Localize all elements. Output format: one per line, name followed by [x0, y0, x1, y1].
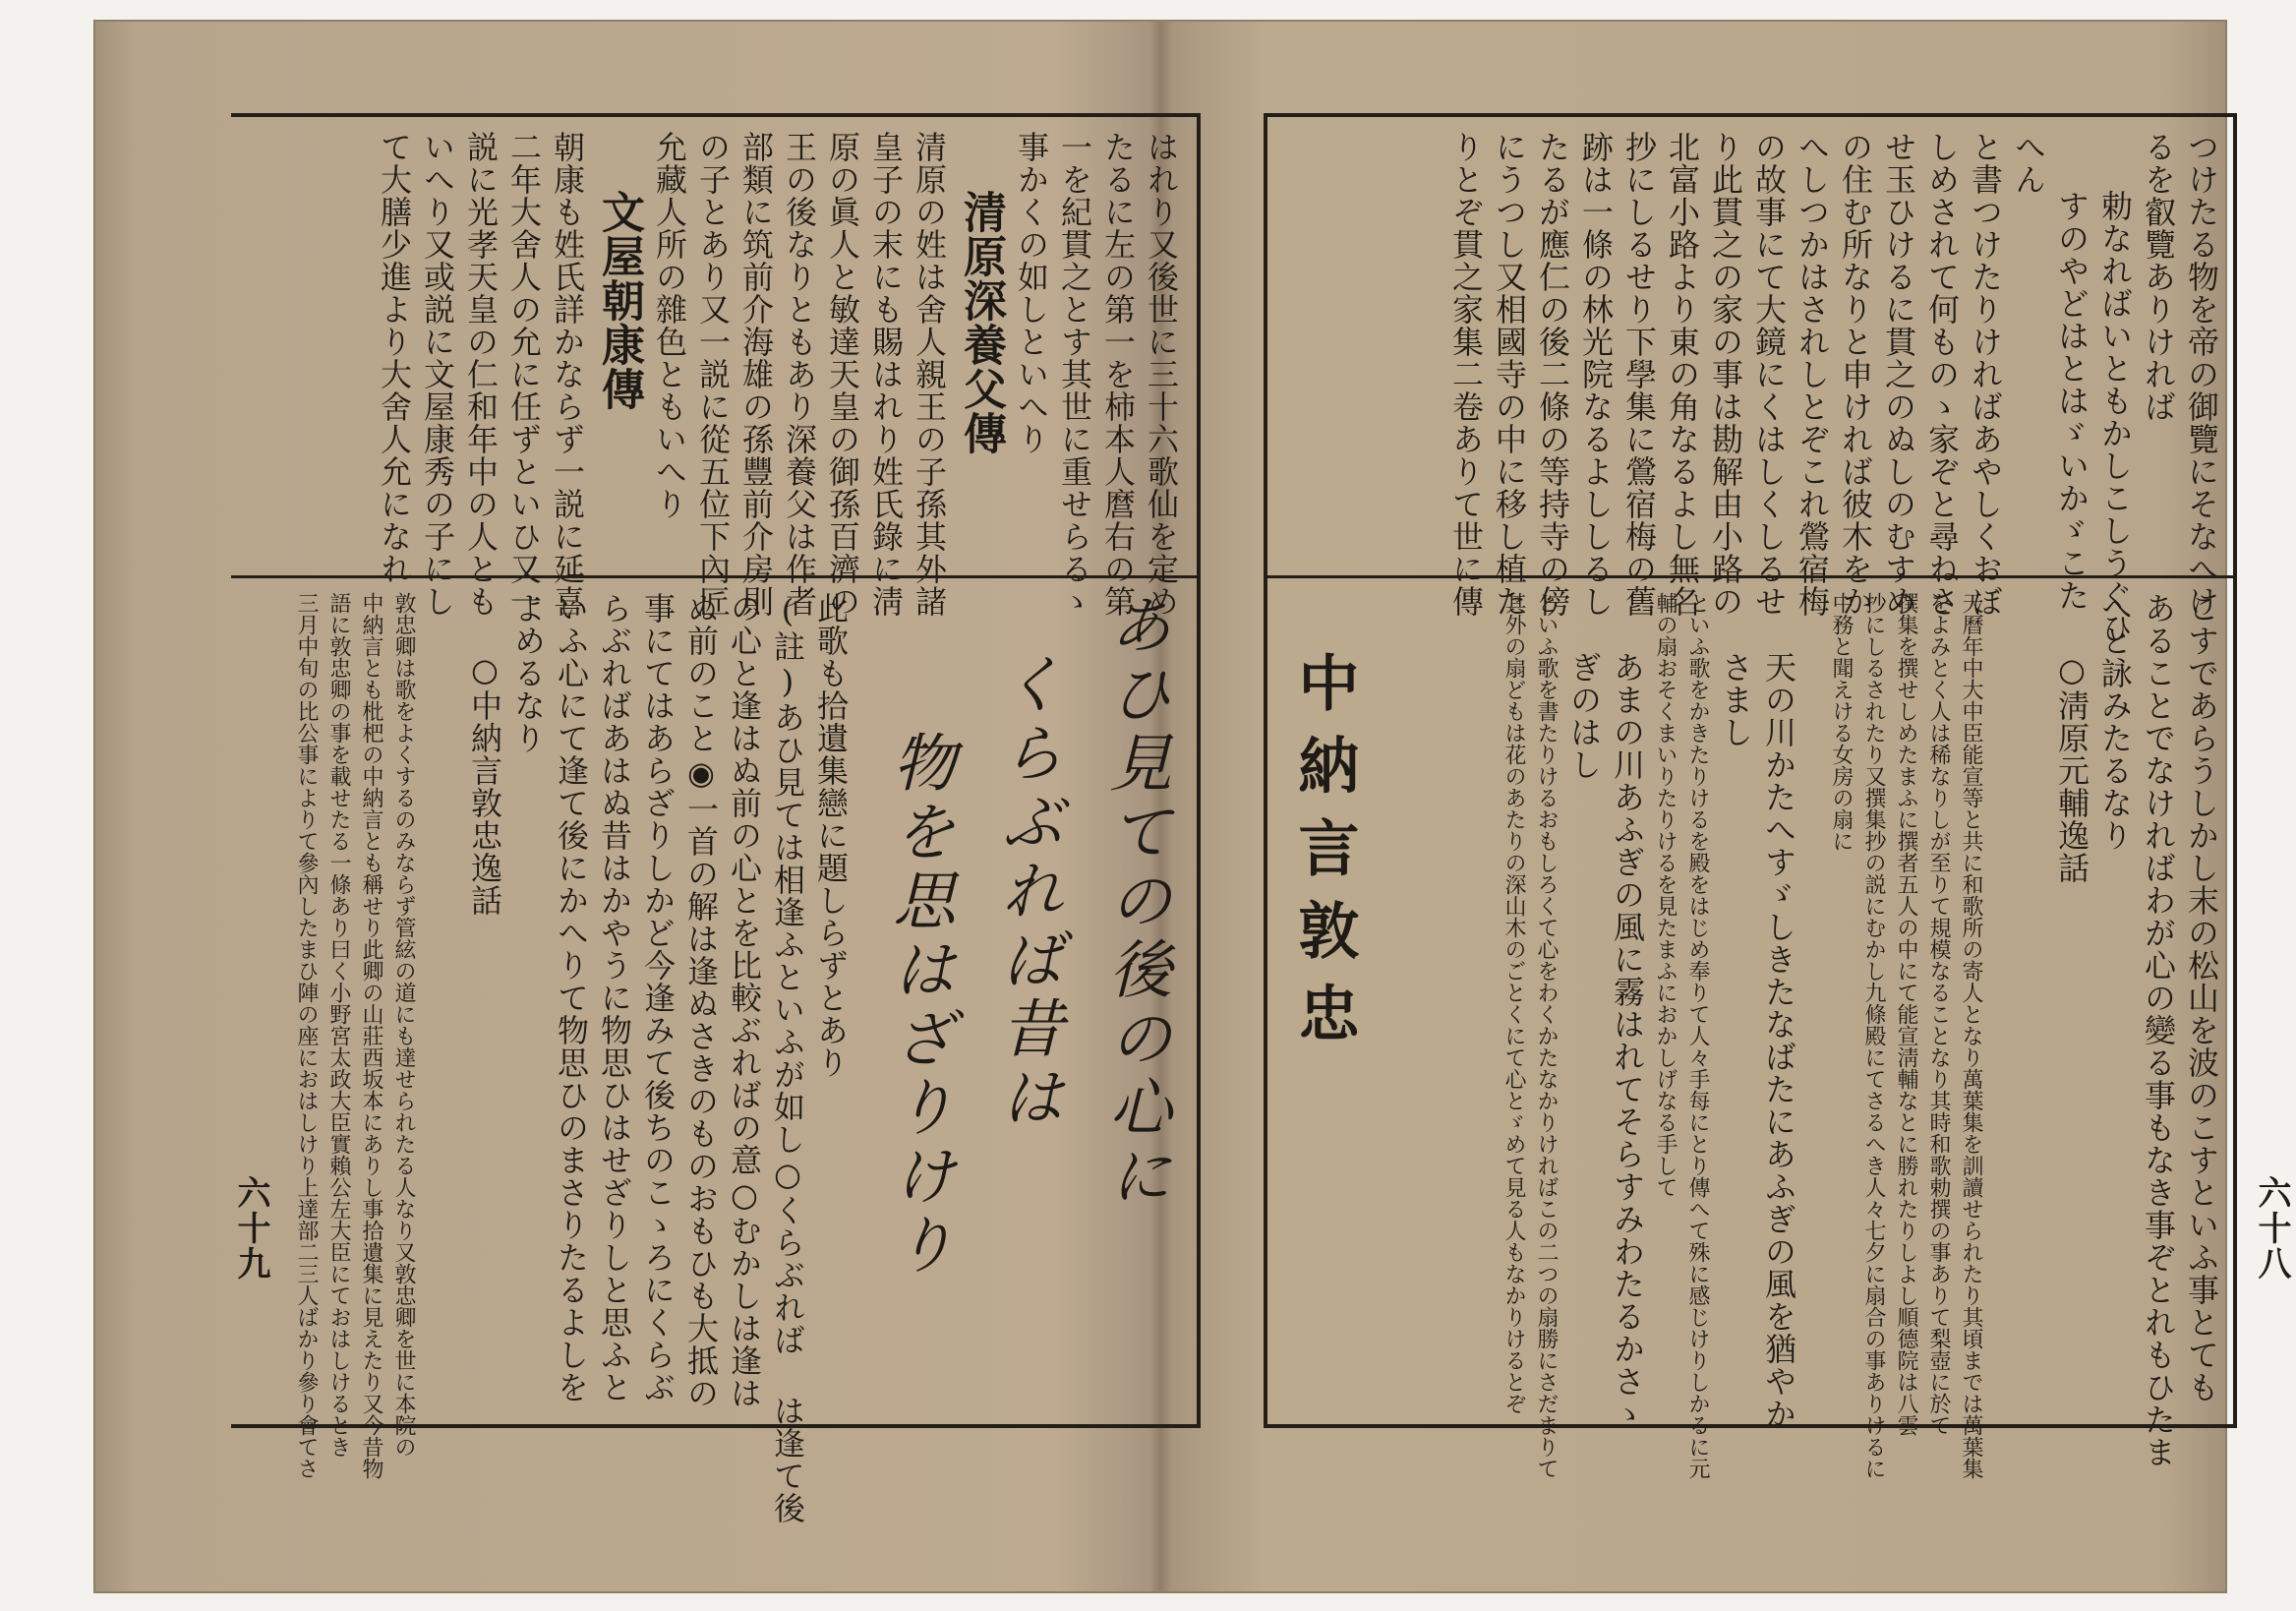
left-top-text-column: いへり又或説に文屋康秀の子にし [419, 131, 456, 618]
left-commentary-column: いふ心にて逢て後にかへりて物思ひのまさりたるよしを [553, 592, 590, 1403]
left-top-text-column: 二年大舍人の允に任ずといひ又一 [505, 131, 543, 618]
right-top-text-column: たるが應仁の後二條の等持寺の傍 [1534, 131, 1571, 618]
right-verse-column: さまし [1717, 651, 1754, 748]
left-commentary-text [440, 592, 853, 1524]
left-top-text-column: の子とあり又一説に從五位下內匠 [694, 131, 732, 618]
right-verse-column: といふ歌を書たりけるおもしろくて心をわくかたなかりければこの二つの扇勝にさだまりて [1534, 592, 1559, 1479]
right-top-text-column: へしつかはされしとぞこれ鶯宿梅 [1794, 131, 1831, 618]
right-verse-column: といふ歌をかきたりけるを殿をはじめ奉りて人々手每にとり傳へて殊に感じけりしかるに元 [1685, 592, 1710, 1479]
right-top-text-column: と書つけたりければあやしくおぼ [1967, 131, 2004, 618]
left-top-text-column: て大膳少進より大舍人允になれ [376, 131, 413, 585]
right-bottom-panel [1264, 575, 2237, 1479]
right-top-text-column: り此貫之の家の事は勘解由小路の [1707, 131, 1744, 618]
right-lower-column: こすであらうしかし末の松山を波のこすといふ事とても [2183, 592, 2220, 1403]
left-top-panel [231, 113, 1201, 618]
right-top-text-column: つけたる物を帝の御覽にそなへけ [2183, 131, 2220, 618]
right-top-text-column: の住む所なりと申ければ彼木をか [1837, 131, 1874, 618]
left-commentary-column: 此歌も拾遺集戀に題しらずとあり [812, 592, 850, 1079]
right-page [1264, 113, 2291, 1490]
left-top-text-column: 皇子の末にも賜はれり姓氏錄に淸 [867, 131, 905, 618]
left-top-text-column: たるに左の第一を柿本人麿右の第 [1099, 131, 1137, 618]
right-verse-column: あまの川あふぎの風に霧はれてそらすみわたるかさゝ [1609, 651, 1646, 1430]
right-verse-column: 其外の扇どもは花のあたりの深山木のごとくにて心とゞめて見る人もなかりけるとぞ [1501, 592, 1526, 1414]
right-top-panel [1264, 113, 2237, 644]
left-page [231, 113, 1205, 1524]
left-top-text-column: 一を紀貫之とす其世に重せらるゝ [1056, 131, 1093, 618]
right-top-text-column: 抄にしるせり下學集に鶯宿梅の舊 [1620, 131, 1658, 618]
left-poem-column: あひ見ての後の心に [1098, 592, 1171, 1212]
left-poem-column: 物を思はざりけり [882, 730, 955, 1281]
right-lower-column: あることでなければわが心の變る事もなき事ぞとれもひたま [2140, 592, 2177, 1468]
right-anecdote-column: 抄にしるされたり又撰集抄の説にむかし九條殿にてさるへき人々七夕に扇合の事ありけるに [1861, 592, 1886, 1479]
left-top-text-column: 朝康も姓氏詳かならず一説に延喜 [549, 131, 586, 618]
left-anecdote-column: 敦忠卿は歌をよくするのみならず管絃の道にも達せられたる人なり又敦忠卿を世に本院の [391, 592, 416, 1458]
left-commentary-column: よめるなり [509, 592, 547, 754]
right-verse-text [1378, 592, 1800, 1479]
left-top-text-column: 文屋朝康傳 [594, 190, 644, 411]
right-lower-column: ○淸原元輔逸話 [2053, 651, 2090, 884]
right-anecdote-column: をよみとく人は稀なりしが至りて規模なることなり其時和歌勅撰の事ありて梨壺に於て [1926, 592, 1951, 1436]
right-lower-column: へと詠みたるなり [2096, 592, 2134, 852]
right-top-text-column: るを叡覽ありければ [2140, 131, 2177, 423]
left-commentary-column: らぶればあはぬ昔はかやうに物思ひはせざりしと思ふと [596, 592, 633, 1403]
left-top-text-column: 説に光孝天皇の仁和年中の人とも [462, 131, 500, 618]
left-top-text-column: 允藏人所の雜色ともいへり [651, 131, 688, 520]
left-commentary-column: の心と逢はぬ前の心とを比較ぶればの意○むかしは逢は [726, 592, 763, 1409]
right-top-text-column: 北富小路より東の角なるよし無名 [1664, 131, 1701, 618]
section-title: 中納言敦忠 [1288, 651, 1360, 1064]
left-top-text-column: 部類に筑前介海雄の孫豐前介房則 [737, 131, 775, 618]
left-poem-text [864, 592, 1189, 1410]
right-top-text-column: の故事にて大鏡にくはしくしるせ [1750, 131, 1788, 618]
right-top-text-column: せ玉ひけるに貫之のぬしのむすめ [1880, 131, 1917, 618]
right-top-text-column: すのやどはとはゞいかゞこた [2053, 190, 2090, 612]
right-verse-column: ぎのはし [1565, 651, 1603, 781]
left-commentary-column: (註)あひ見ては相逢ふといふが如し○くらぶれば は逢て後 [769, 592, 806, 1524]
page-number-left: 六十九 [231, 1175, 270, 1282]
book-spread [93, 20, 2291, 1593]
right-anecdote-column: 撰集を撰せしめたまふに撰者五人の中にて能宣淸輔なとに勝れたりしよし順德院は八雲 [1894, 592, 1918, 1436]
right-verse-column: 輔の扇おそくまいりたりけるを見たまふにおかしげなる手して [1653, 592, 1678, 1198]
left-top-text [241, 131, 1183, 618]
right-top-text-column: にうつし又相國寺の中に移し植た [1491, 131, 1528, 618]
left-anecdote-column: 語に敦忠卿の事を載せたる一條あり曰く小野宮太政大臣實賴公左大臣にておはしけるとき [326, 592, 351, 1458]
right-title-text [1277, 592, 1368, 1410]
left-anecdote-column: 三月中旬の比公事によりて參內したまひ陣の座におはしけり上達部二三人ばかり參り會てさ [294, 592, 319, 1479]
right-top-text-column: 跡は一條の林光院なるよししるし [1577, 131, 1615, 618]
left-poem-column: くらぶれば昔は [990, 651, 1063, 1133]
right-anecdote-column: 天曆年中大中臣能宣等と共に和歌所の寄人となり萬葉集を訓讀せられたり其頃までは萬葉集 [1959, 592, 1983, 1479]
right-top-text-column: りとぞ貫之家集二卷ありて世に傳 [1447, 131, 1485, 618]
left-top-text-column: 原の眞人と敏達天皇の御孫百濟の [824, 131, 861, 618]
left-anecdote-column: 中納言とも枇杷の中納言とも稱せり此卿の山莊西坂本にありし事拾遺集に見えたり又今昔物 [359, 592, 383, 1479]
left-top-text-column: 事かくの如しといへり [1013, 131, 1050, 455]
right-anecdote-text [1810, 592, 1987, 1479]
right-top-text-column: へん [2010, 131, 2047, 196]
right-top-text-column: 勅なればいともかしこしうぐひ [2096, 190, 2134, 644]
left-top-text-column: 清原の姓は舍人親王の子孫其外諸 [911, 131, 948, 618]
right-anecdote-column: 中務と聞えける女房の扇に [1829, 592, 1854, 852]
left-commentary-column: 事にてはあらざりしかど今逢みて後ちのこゝろにくらぶ [639, 592, 677, 1403]
left-top-text-column: 王の後なりともあり深養父は作者 [781, 131, 818, 618]
right-lower-text [1997, 592, 2223, 1468]
left-anecdote-text [237, 592, 420, 1479]
left-top-text-column: 清原深養父傳 [956, 190, 1006, 455]
left-commentary-column: ○中納言敦忠逸話 [466, 651, 503, 917]
page-number-right: 六十八 [2252, 1175, 2291, 1282]
left-top-text-column: はれり又後世に三十六歌仙を定め [1143, 131, 1180, 618]
left-commentary-column: ぬ前のこと◉一首の解は逢ぬさきのものおもひも大抵の [682, 592, 720, 1409]
right-top-text [1281, 131, 2223, 644]
left-bottom-panel [231, 575, 1201, 1524]
right-verse-column: 天の川かたへすゞしきたなばたにあふぎの風を猶やか [1760, 651, 1797, 1430]
right-top-text-column: しめされて何ものゝ家ぞと尋ねさ [1923, 131, 1961, 618]
